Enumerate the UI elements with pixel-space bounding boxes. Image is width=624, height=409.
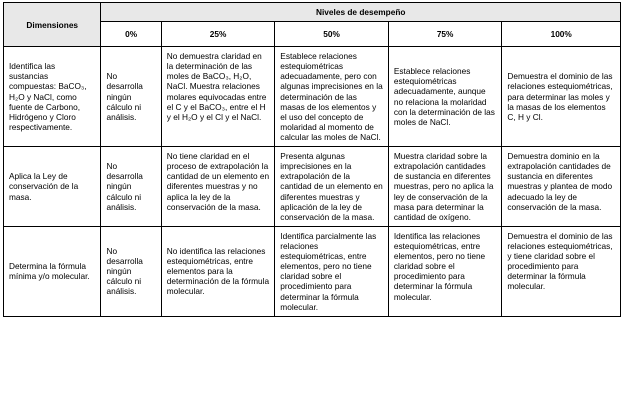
rubric-table [3, 2, 621, 317]
header-percent-100: 100% [502, 22, 621, 47]
level-cell-0: No desarrolla ningún cálculo ni análisis. [101, 47, 161, 147]
level-cell-75: Establece relaciones estequiométricas adecuadamente, aunque no relaciona la molaridad con la determinación de las moles de NaCl. [388, 47, 502, 147]
level-cell-75: Identifica las relaciones estequiométricas, entre elementos, pero no tiene claridad sobre el procedimiento para determinar la fórmula molecular. [388, 226, 502, 316]
level-cell-100: Demuestra el dominio de las relaciones estequiométricas, y tiene claridad sobre el procedimiento para determinar la fórmula molecular. [502, 226, 621, 316]
level-cell-75: Muestra claridad sobre la extrapolación cantidades de sustancia en diferentes muestras, pero no aplica la ley de conservación de la masa para determinar la cantidad de oxígeno. [388, 147, 502, 227]
header-percent-25: 25% [161, 22, 275, 47]
level-cell-50: Identifica parcialmente las relaciones estequiométricas, entre elementos, pero no tiene claridad sobre el procedimiento para determinar la fórmula molecular. [275, 226, 389, 316]
dimension-cell: Identifica las sustancias compuestas: BaCO₃, H₂O y NaCl, como fuente de Carbono, Hidrógeno y Cloro respectivamente. [4, 47, 101, 147]
level-cell-25: No tiene claridad en el proceso de extrapolación la cantidad de un elemento en diferentes muestras y no aplica la ley de la conservación de la masa. [161, 147, 275, 227]
level-cell-50: Establece relaciones estequiométricas adecuadamente, pero con algunas imprecisiones en la determinación de las masas de los elementos y el uso del concepto de molaridad al momento de calcular las moles de NaCl. [275, 47, 389, 147]
header-percent-50: 50% [275, 22, 389, 47]
table-row [4, 147, 621, 227]
header-levels: Niveles de desempeño [101, 3, 621, 22]
dimension-cell: Aplica la Ley de conservación de la masa. [4, 147, 101, 227]
level-cell-0: No desarrolla ningún cálculo ni análisis. [101, 147, 161, 227]
table-row [4, 47, 621, 147]
header-percent-75: 75% [388, 22, 502, 47]
level-cell-100: Demuestra dominio en la extrapolación cantidades de sustancia en diferentes muestras y plantea de modo adecuado la ley de conservación de la masa. [502, 147, 621, 227]
level-cell-0: No desarrolla ningún cálculo ni análisis. [101, 226, 161, 316]
dimension-cell: Determina la fórmula mínima y/o molecular. [4, 226, 101, 316]
table-row [4, 226, 621, 316]
level-cell-100: Demuestra el dominio de las relaciones estequiométricas, para determinar las moles y la masas de los elementos C, H y Cl. [502, 47, 621, 147]
header-percent-0: 0% [101, 22, 161, 47]
header-dimensions: Dimensiones [4, 3, 101, 47]
level-cell-50: Presenta algunas imprecisiones en la extrapolación de la cantidad de un elemento en diferentes muestras y aplicación de la ley de conservación de la masa. [275, 147, 389, 227]
table-header-row [4, 3, 621, 22]
level-cell-25: No identifica las relaciones estequiométricas, entre elementos para la determinación de la fórmula molecular. [161, 226, 275, 316]
level-cell-25: No demuestra claridad en la determinación de las moles de BaCO₃, H₂O, NaCl. Muestra relaciones molares equivocadas entre el C y el BaCO₃, entre el H y el H₂O y el Cl y el NaCl. [161, 47, 275, 147]
